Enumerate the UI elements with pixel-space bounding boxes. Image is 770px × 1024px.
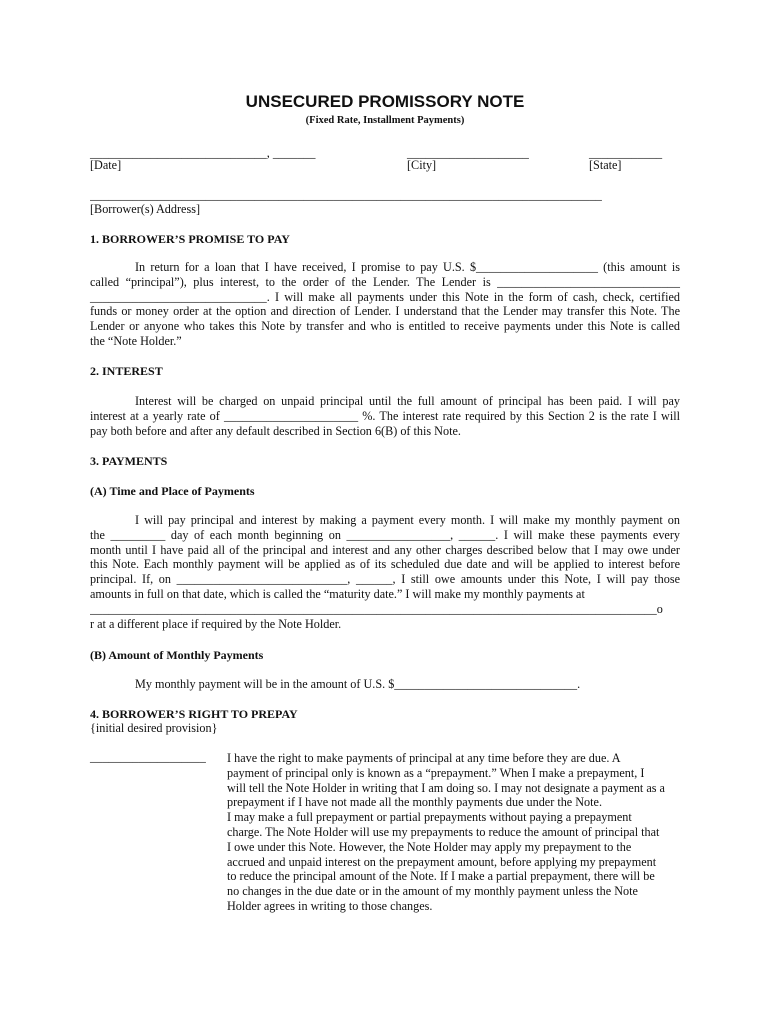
- document-subtitle: (Fixed Rate, Installment Payments): [305, 115, 465, 126]
- section-1-heading: 1. BORROWER’S PROMISE TO PAY: [90, 232, 290, 246]
- city-label: [City]: [407, 158, 437, 172]
- s4-line: I may make a full prepayment or partial prepayments without paying a prepayment: [227, 810, 632, 825]
- s1-line: the “Note Holder.”: [90, 333, 182, 348]
- s2-line: interest at a yearly rate of ______________________ %. The interest rate required by this Section 2 is the rate I will: [90, 408, 680, 423]
- section-3a-text: [90, 513, 680, 631]
- address-blank[interactable]: ____________________________________________________________________________________: [90, 188, 602, 202]
- s4-line: will tell the Note Holder in writing that I am doing so. I may not designate a payment as a: [227, 780, 665, 795]
- date-blank[interactable]: _____________________________, _______: [90, 146, 316, 160]
- s3a-line: month until I have paid all of the principal and interest and any other charges described below that I may owe under: [90, 542, 680, 557]
- section-3a-heading: (A) Time and Place of Payments: [90, 484, 255, 498]
- s3a-line: the _________ day of each month beginning on _________________, ______. I will make these payments every: [90, 527, 680, 542]
- state-blank[interactable]: ____________: [589, 146, 663, 160]
- initial-blank[interactable]: ___________________: [90, 750, 206, 764]
- s3a-line: this Note. Each monthly payment will be applied as of its scheduled due date and will be applied to interest before: [90, 557, 680, 572]
- s4-line: prepayment if I have not made all the monthly payments due under the Note.: [227, 795, 602, 810]
- date-label: [Date]: [90, 158, 122, 172]
- section-2-heading: 2. INTEREST: [90, 364, 163, 378]
- s4-line: accrued and unpaid interest on the prepayment amount, before applying my prepayment: [227, 854, 657, 869]
- s1-line: In return for a loan that I have received, I promise to pay U.S. $____________________ (this amount is: [135, 260, 680, 274]
- s1-line: _____________________________. I will make all payments under this Note in the form of cash, check, certified: [90, 289, 680, 304]
- section-3b-text: My monthly payment will be in the amount of U.S. $______________________________.: [135, 677, 581, 691]
- s4-line: to reduce the principal amount of the Note. If I make a partial prepayment, there will be: [227, 869, 655, 884]
- section-2-text: [90, 394, 680, 438]
- s3a-line: principal. If, on ____________________________, ______, I still owe amounts under this Note, I will pay those: [90, 572, 680, 587]
- s4-line: I have the right to make payments of principal at any time before they are due. A: [227, 751, 621, 765]
- section-4-text: [227, 751, 682, 914]
- s3a-line: I will pay principal and interest by making a payment every month. I will make my monthly payment on: [135, 513, 680, 527]
- s4-line: I owe under this Note. However, the Note Holder may apply my prepayment to the: [227, 839, 632, 854]
- s3a-line: _____________________________________________________________________________________________o: [90, 601, 663, 616]
- section-4-heading: 4. BORROWER’S RIGHT TO PREPAY: [90, 707, 298, 721]
- s2-line: Interest will be charged on unpaid principal until the full amount of principal has been paid. I will pay: [135, 394, 680, 408]
- section-1-text: [90, 260, 680, 349]
- s1-line: funds or money order at the option and direction of Lender. I understand that the Lender may transfer this Note. The: [90, 304, 680, 319]
- s1-line: called “principal”), plus interest, to the order of the Lender. The Lender is ______________________________: [90, 274, 680, 289]
- section-3-heading: 3. PAYMENTS: [90, 454, 168, 468]
- city-blank[interactable]: ____________________: [407, 146, 529, 160]
- s4-line: charge. The Note Holder will use my prepayments to reduce the amount of principal that: [227, 824, 660, 839]
- s1-line: Lender or anyone who takes this Note by transfer and who is entitled to receive payments under this Note is called: [90, 319, 680, 334]
- s2-line: pay both before and after any default described in Section 6(B) of this Note.: [90, 423, 461, 438]
- document-title: UNSECURED PROMISSORY NOTE: [245, 92, 525, 111]
- s4-line: no changes in the due date or in the amount of my monthly payment unless the Note: [227, 884, 638, 899]
- s3a-line: r at a different place if required by the Note Holder.: [90, 616, 342, 631]
- s3a-line: amounts in full on that date, which is called the “maturity date.” I will make my monthly payments at: [90, 586, 585, 601]
- section-3b-heading: (B) Amount of Monthly Payments: [90, 648, 264, 662]
- section-4-note: {initial desired provision}: [90, 721, 218, 735]
- s4-line: Holder agrees in writing to those changes.: [227, 898, 433, 913]
- state-label: [State]: [589, 158, 622, 172]
- address-label: [Borrower(s) Address]: [90, 202, 200, 216]
- s4-line: payment of principal only is known as a “prepayment.” When I make a prepayment, I: [227, 765, 645, 780]
